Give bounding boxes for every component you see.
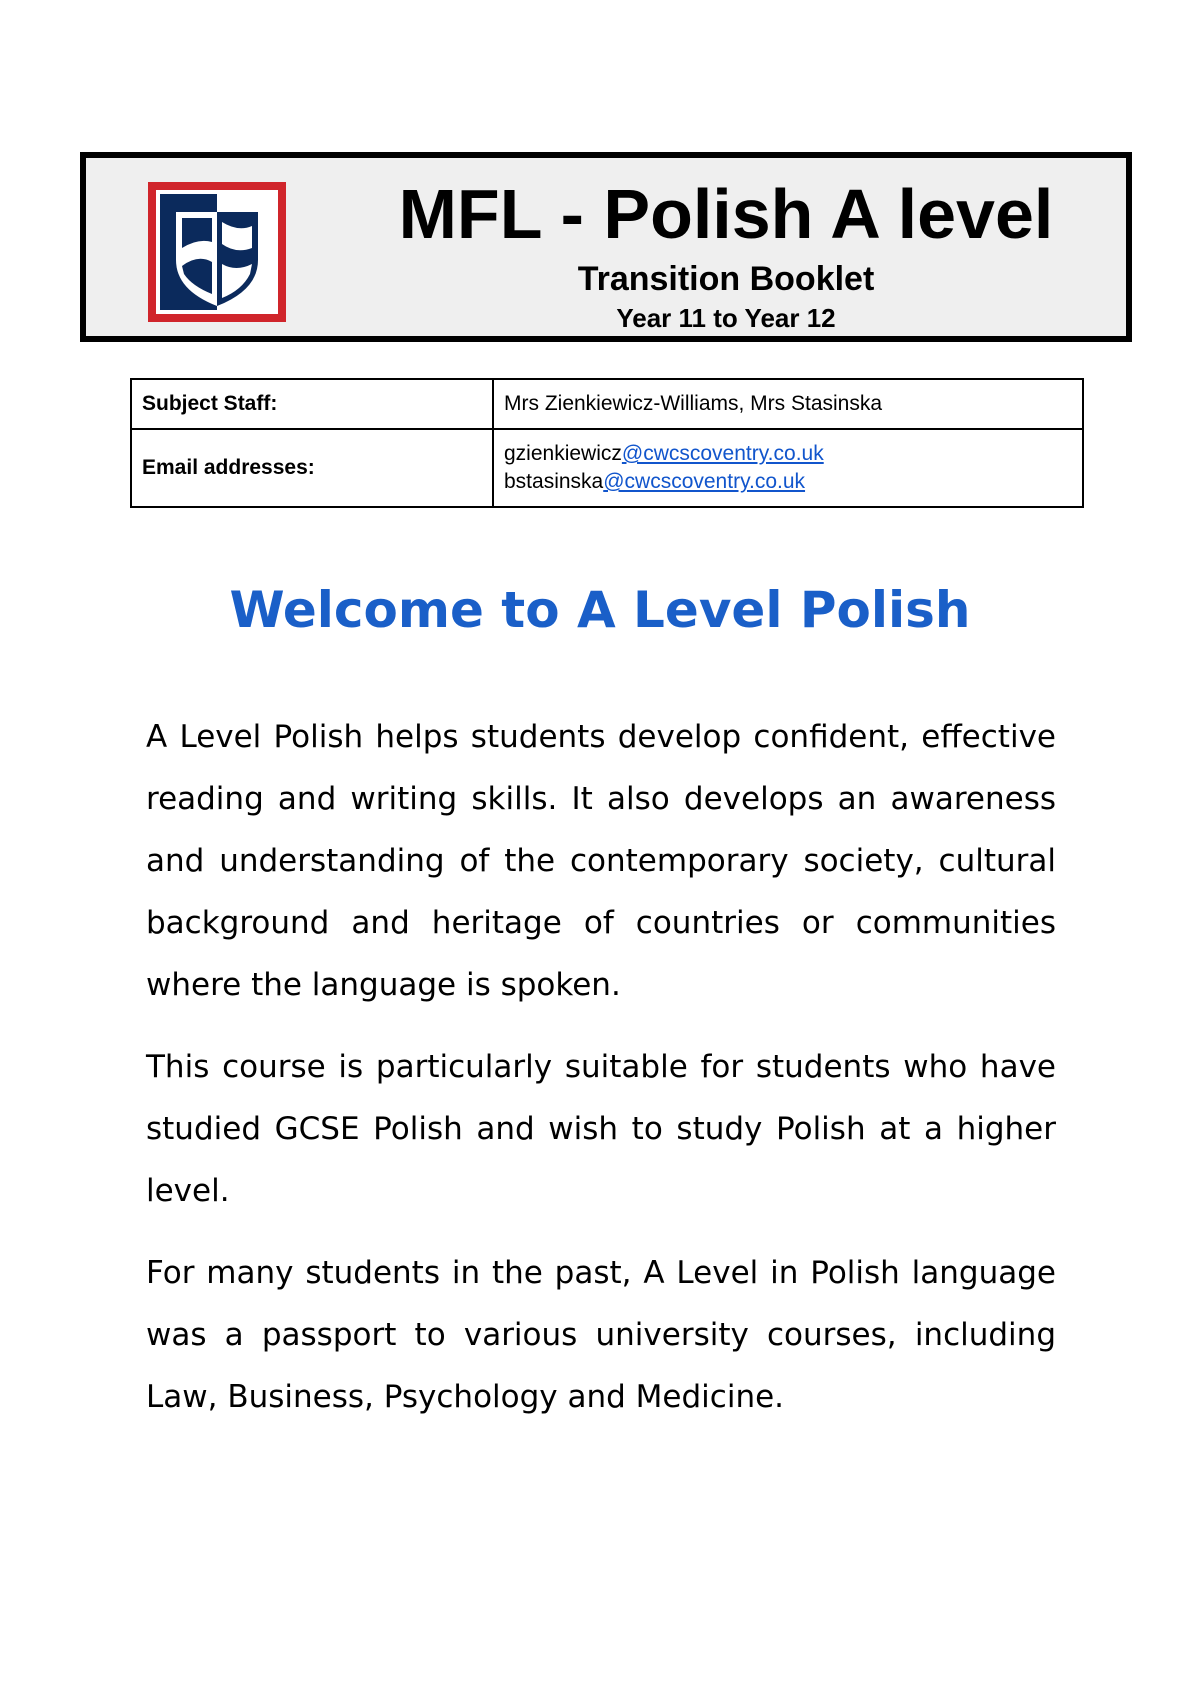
paragraph: This course is particularly suitable for students who have studied GCSE Polish and wish to study Polish at a higher level. <box>146 1049 1056 1209</box>
header-box <box>80 152 1132 342</box>
paragraph: A Level Polish helps students develop confident, effective reading and writing skills. It also develops an awareness and understanding of the contemporary society, cultural background and heritage of countries or communities where the language is spoken. <box>146 719 1056 1003</box>
email-cell <box>493 429 1083 507</box>
body-text <box>146 706 1056 1448</box>
document-subtitle: Transition Booklet <box>577 260 875 298</box>
email-label: Email addresses: <box>131 429 493 507</box>
school-shield-logo <box>148 182 286 322</box>
email-user: bstasinska <box>504 470 604 493</box>
title-block <box>336 174 1116 334</box>
welcome-heading: Welcome to A Level Polish <box>229 581 971 639</box>
email-address-1[interactable] <box>504 440 1072 468</box>
staff-value: Mrs Zienkiewicz-Williams, Mrs Stasinska <box>493 379 1083 429</box>
email-domain-link[interactable]: @cwcscoventry.co.uk <box>621 442 824 465</box>
email-address-2[interactable] <box>504 468 1072 496</box>
year-range: Year 11 to Year 12 <box>616 303 836 333</box>
staff-row <box>131 379 1083 429</box>
document-title: MFL - Polish A level <box>398 175 1054 253</box>
staff-label: Subject Staff: <box>131 379 493 429</box>
paragraph: For many students in the past, A Level in Polish language was a passport to various university courses, including Law, Business, Psychology and Medicine. <box>146 1255 1056 1415</box>
email-row <box>131 429 1083 507</box>
email-domain-link[interactable]: @cwcscoventry.co.uk <box>603 470 806 493</box>
email-user: gzienkiewicz <box>504 442 622 465</box>
staff-info-table <box>130 378 1084 508</box>
